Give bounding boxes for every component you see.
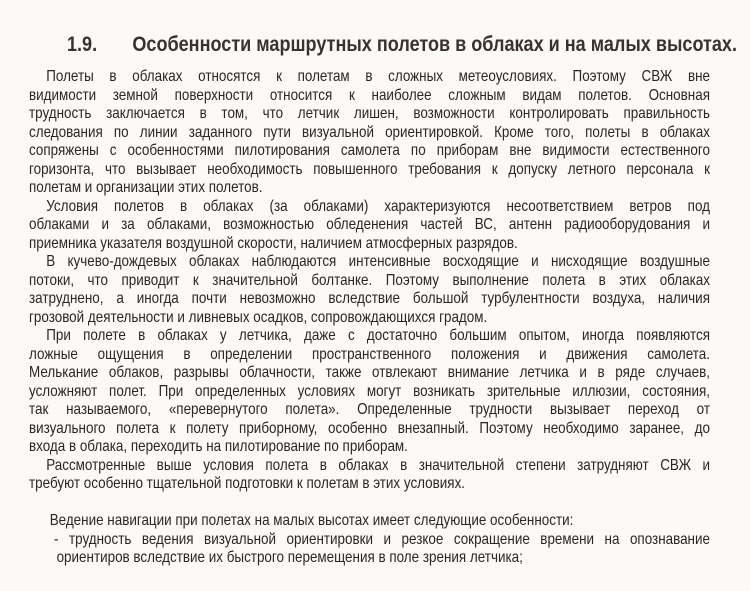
text-line: требуют особенно тщательной подготовки к полетам в этих условиях. (29, 475, 466, 492)
paragraph-2 (29, 198, 710, 254)
document-body (29, 68, 710, 568)
bullet-line: - трудность ведения визуальной ориентировки и резкое сокращение времени на опознавание (53, 530, 710, 548)
text-line: горизонта, что вызывает необходимость повышенного требования к допуску летного персонала к (29, 160, 710, 178)
text-line: грозовой деятельности и ливневых осадков, сопровождающихся градом. (29, 308, 488, 326)
text-line: так называемого, «перевернутого полета». Определенные трудности вызывает переход от (29, 401, 710, 418)
text-line: видимости земной поверхности относится к наиболее сложным видам полетов. Основная (29, 86, 710, 104)
section-title: Особенности маршрутных полетов в облаках и на малых высотах. (132, 33, 737, 56)
section-heading (67, 33, 746, 57)
text-line: сопряжены с особенностями пилотирования самолета по приборам вне видимости естественного (29, 142, 710, 159)
text-line: визуального полета к полету приборному, особенно внезапный. Поэтому необходимо заранее, до (29, 419, 710, 437)
text-line: облаками и за облаками, возможностью обледенения частей ВС, антенн радиооборудования и (29, 216, 710, 233)
text-line: затруднено, а иногда почти невозможно вследствие большой турбулентности воздуха, наличия (29, 290, 710, 307)
paragraph-4 (29, 327, 710, 457)
text-line: ложные ощущения в определении пространственного положения и движения самолета. (29, 345, 710, 363)
paragraph-1 (29, 68, 710, 198)
text-line: усложняют полет. При определенных условиях могут возникать зрительные иллюзии, состояния, (29, 382, 710, 400)
text-line: Полеты в облаках относятся к полетам в сложных метеоусловиях. Поэтому СВЖ вне (46, 68, 710, 85)
paragraph-5 (29, 457, 710, 494)
text-line: входа в облака, переходить на пилотирование по приборам. (29, 438, 408, 455)
text-line: следования по линии заданного пути визуальной ориентировкой. Кроме того, полеты в облаках (29, 123, 710, 141)
spacer (29, 494, 710, 513)
text-line: трудность заключается в том, что летчик лишен, возможности контролировать правильность (29, 105, 710, 122)
text-line: При полете в облаках у летчика, даже с достаточно большим опытом, иногда появляются (46, 327, 710, 344)
text-line: приемника указателя воздушной скорости, наличием атмосферных разрядов. (29, 234, 518, 252)
section-number: 1.9. (67, 33, 98, 56)
bullet-line: ориентиров вследствие их быстрого перемещения в поле зрения летчика; (56, 549, 523, 566)
paragraph-3 (29, 253, 710, 327)
text-line: потоки, что приводит к значительной болтанке. Поэтому выполнение полета в этих облаках (29, 271, 710, 289)
text-line: Рассмотренные выше условия полета в облаках в значительной степени затрудняют СВЖ и (46, 456, 710, 474)
text-line: В кучево-дождевых облаках наблюдаются интенсивные восходящие и нисходящие воздушные (46, 253, 710, 270)
navigation-section (29, 512, 710, 568)
text-line: полетам и организации этих полетов. (29, 179, 263, 196)
text-line: Условия полетов в облаках (за облаками) характеризуются несоответствием ветров под (46, 197, 710, 215)
navigation-intro: Ведение навигации при полетах на малых высотах имеет следующие особенности: (49, 512, 574, 529)
text-line: Мелькание облаков, разрывы облачности, также отвлекают внимание летчика и в ряде случаев, (29, 364, 710, 381)
